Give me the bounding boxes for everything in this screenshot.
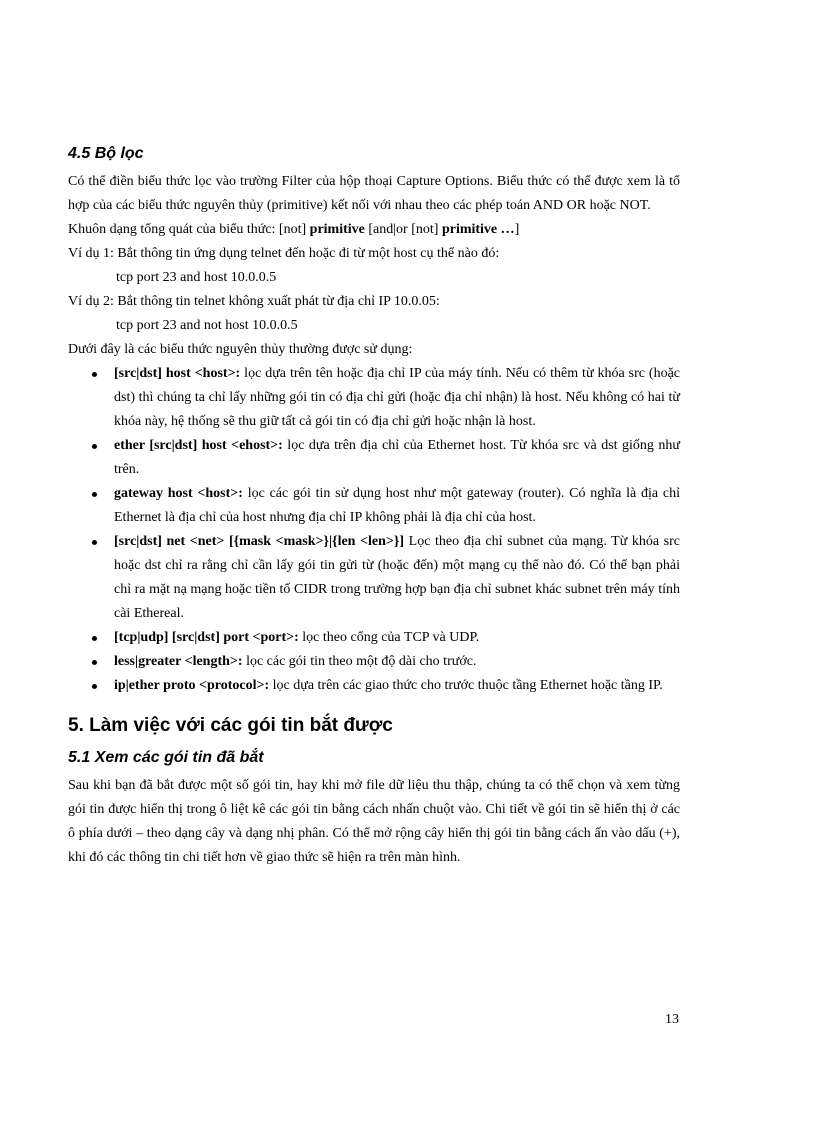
- item-term: ip|ether proto <protocol>:: [114, 678, 270, 693]
- section-5-heading: 5. Làm việc với các gói tin bắt được: [68, 715, 393, 736]
- list-item: [68, 482, 680, 530]
- item-description: lọc dựa trên các giao thức cho trước thuộc tầng Ethernet hoặc tầng IP.: [269, 678, 663, 693]
- section-5-1-body: Sau khi bạn đã bắt được một số gói tin, hay khi mở file dữ liệu thu thập, chúng ta có thể chọn và xem từng gói tin được hiển thị trong ô liệt kê các gói tin bằng cách nhấn chuột vào. Chi tiết về gói tin sẽ hiển thị ở các ô phía dưới – theo dạng cây và dạng nhị phân. Có thể mở rộng cây hiển thị gói tin bằng cách ấn vào dấu (+), khi đó các thông tin chi tiết hơn về giao thức sẽ hiện ra trên màn hình.: [68, 778, 680, 865]
- section-4-5-heading: 4.5 Bộ lọc: [68, 145, 144, 162]
- format-line: [68, 218, 680, 242]
- example-2-label: Ví dụ 2: Bắt thông tin telnet không xuất phát từ địa chỉ IP 10.0.05:: [68, 294, 440, 309]
- page-number: 13: [665, 1012, 679, 1027]
- bullet-icon: [92, 492, 97, 497]
- list-item: [68, 626, 680, 650]
- list-intro: Dưới đây là các biểu thức nguyên thủy thường được sử dụng:: [68, 342, 413, 357]
- format-middle: [and|or [not]: [364, 222, 442, 237]
- list-item: [68, 362, 680, 434]
- section-5-1-heading: 5.1 Xem các gói tin đã bắt: [68, 749, 264, 766]
- bullet-icon: [92, 636, 97, 641]
- bullet-icon: [92, 444, 97, 449]
- page-content: [68, 144, 680, 870]
- format-primitive-2: primitive …: [441, 222, 515, 237]
- format-suffix: ]: [514, 222, 520, 237]
- item-term: [src|dst] net <net> [{mask <mask>}|{len <len>}]: [114, 534, 405, 549]
- list-item: [68, 674, 680, 698]
- bullet-icon: [92, 372, 97, 377]
- item-description: lọc dựa trên tên hoặc địa chỉ IP của máy tính. Nếu có thêm từ khóa src (hoặc dst) thì chúng ta chỉ lấy những gói tin có địa chỉ gửi (hoặc địa chỉ nhận) là host. Nếu không có hai từ khóa này, hệ thống sẽ thu giữ tất cả gói tin có địa chỉ gửi hoặc nhận là host.: [114, 366, 680, 429]
- list-item: [68, 434, 680, 482]
- section-4-5-intro: Có thể điền biểu thức lọc vào trường Filter của hộp thoại Capture Options. Biểu thức có thể được xem là tổ hợp của các biểu thức nguyên thủy (primitive) kết nối với nhau theo các phép toán AND OR hoặc NOT.: [68, 174, 680, 213]
- primitive-list: [68, 362, 680, 698]
- format-prefix: Khuôn dạng tổng quát của biểu thức: [not]: [68, 222, 310, 237]
- list-item: [68, 530, 680, 626]
- item-description: lọc dựa trên địa chỉ của Ethernet host. Từ khóa src và dst giống như trên.: [114, 438, 680, 477]
- bullet-icon: [92, 684, 97, 689]
- bullet-icon: [92, 660, 97, 665]
- bullet-icon: [92, 540, 97, 545]
- item-term: ether [src|dst] host <ehost>:: [114, 438, 283, 453]
- item-term: gateway host <host>:: [114, 486, 243, 501]
- item-term: [src|dst] host <host>:: [114, 366, 241, 381]
- item-description: lọc theo cổng của TCP và UDP.: [298, 630, 480, 645]
- item-term: less|greater <length>:: [114, 654, 243, 669]
- example-2-code: tcp port 23 and not host 10.0.0.5: [116, 318, 298, 333]
- example-1-label: Ví dụ 1: Bắt thông tin ứng dụng telnet đến hoặc đi từ một host cụ thể nào đó:: [68, 246, 500, 261]
- list-item: [68, 650, 680, 674]
- item-term: [tcp|udp] [src|dst] port <port>:: [114, 630, 299, 645]
- format-primitive-1: primitive: [309, 222, 365, 237]
- item-description: lọc các gói tin theo một độ dài cho trước.: [242, 654, 477, 669]
- example-1-code: tcp port 23 and host 10.0.0.5: [116, 270, 277, 285]
- item-description: lọc các gói tin sử dụng host như một gateway (router). Có nghĩa là địa chỉ Ethernet là địa chỉ của host nhưng địa chỉ IP không phải là địa chỉ của host.: [114, 486, 680, 525]
- item-description: Lọc theo địa chỉ subnet của mạng. Từ khóa src hoặc dst chỉ ra rằng chỉ cần lấy gói tin gửi từ (hoặc đến) một mạng cụ thể nào đó. Có thể bạn phải chỉ ra mặt nạ mạng hoặc tiền tố CIDR trong trường hợp bạn địa chỉ subnet khác subnet trên máy tính cài Ethereal.: [114, 534, 680, 621]
